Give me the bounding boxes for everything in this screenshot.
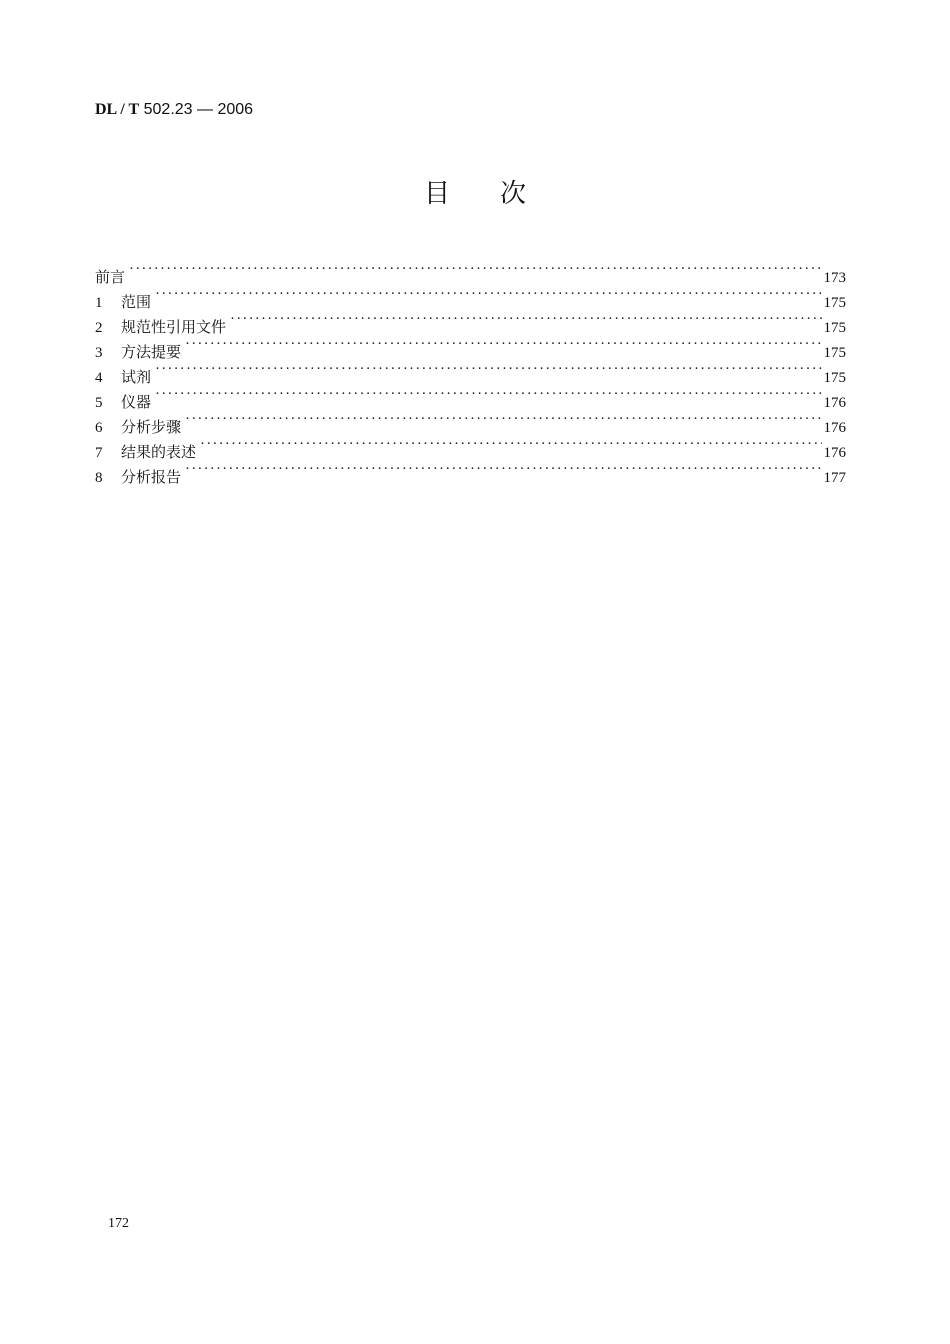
table-of-contents	[95, 257, 846, 486]
standard-header	[95, 100, 253, 120]
toc-entry-page: 175	[823, 345, 846, 361]
toc-entry-label: 试剂	[121, 368, 152, 386]
toc-entry-page: 177	[823, 470, 846, 486]
toc-entry-number: 7	[95, 445, 103, 461]
toc-entry-7[interactable]	[95, 432, 846, 461]
toc-leader-dots	[155, 357, 821, 382]
toc-entry-number: 4	[95, 370, 103, 386]
toc-entry-page: 176	[823, 420, 846, 436]
toc-entry-4[interactable]	[95, 357, 846, 386]
toc-entry-2[interactable]	[95, 307, 846, 336]
toc-entry-label: 范围	[121, 293, 152, 311]
toc-entry-page: 173	[823, 270, 846, 286]
toc-entry-number: 1	[95, 295, 103, 311]
toc-entry-number: 8	[95, 470, 103, 486]
page-number: 172	[108, 1216, 129, 1231]
toc-entry-number: 6	[95, 420, 103, 436]
toc-entry-8[interactable]	[95, 457, 846, 486]
toc-entry-page: 175	[823, 370, 846, 386]
standard-code: DL / T	[95, 101, 140, 118]
toc-leader-dots	[155, 282, 821, 307]
toc-entry-number: 5	[95, 395, 103, 411]
toc-leader-dots	[185, 457, 821, 482]
toc-entry-foreword[interactable]	[95, 257, 846, 286]
toc-entry-page: 176	[823, 445, 846, 461]
toc-entry-label: 规范性引用文件	[121, 318, 227, 336]
toc-leader-dots	[155, 382, 821, 407]
toc-entry-number: 2	[95, 320, 103, 336]
toc-leader-dots	[230, 307, 821, 332]
toc-entry-5[interactable]	[95, 382, 846, 411]
toc-leader-dots	[200, 432, 821, 457]
toc-entry-label: 仪器	[121, 393, 152, 411]
toc-entry-1[interactable]	[95, 282, 846, 311]
toc-entry-label: 前言	[95, 268, 126, 286]
toc-leader-dots	[185, 332, 821, 357]
toc-entry-label: 分析报告	[121, 468, 182, 486]
toc-title: 目次	[423, 179, 576, 209]
toc-entry-page: 175	[823, 320, 846, 336]
toc-entry-3[interactable]	[95, 332, 846, 361]
toc-leader-dots	[185, 407, 821, 432]
toc-entry-number: 3	[95, 345, 103, 361]
standard-number: 502.23 — 2006	[143, 101, 254, 118]
toc-entry-label: 方法提要	[121, 343, 182, 361]
toc-entry-label: 分析步骤	[121, 418, 182, 436]
toc-leader-dots	[129, 257, 821, 282]
toc-entry-page: 175	[823, 295, 846, 311]
toc-entry-6[interactable]	[95, 407, 846, 436]
toc-entry-page: 176	[823, 395, 846, 411]
toc-entry-label: 结果的表述	[121, 443, 197, 461]
